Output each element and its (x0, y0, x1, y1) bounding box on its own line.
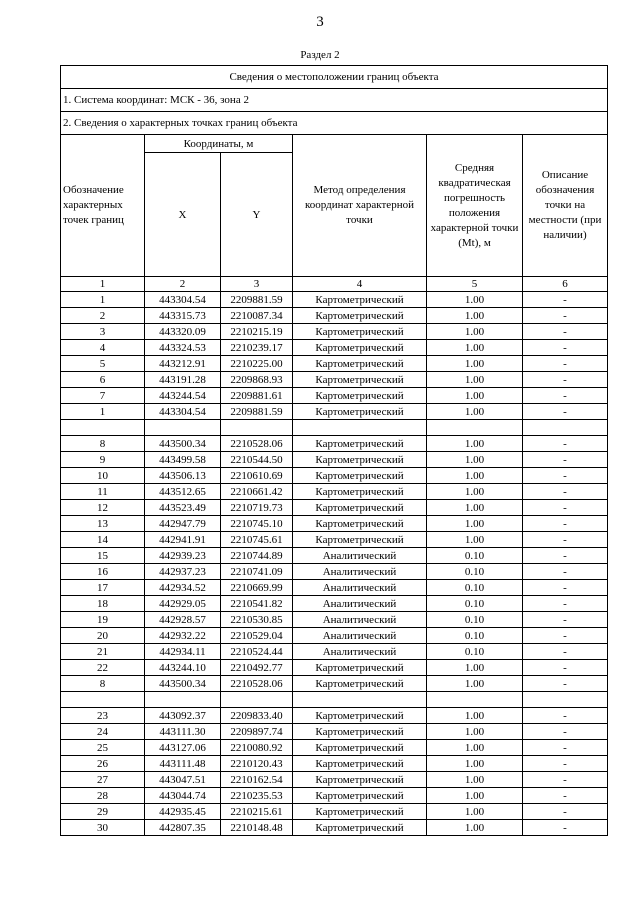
point-number: 3 (61, 324, 145, 340)
header-method: Метод определения координат характерной точки (293, 135, 427, 277)
method: Аналитический (293, 612, 427, 628)
error-value: 0.10 (427, 564, 523, 580)
x-coordinate: 442941.91 (145, 532, 221, 548)
points-heading: 2. Сведения о характерных точках границ объекта (61, 112, 608, 135)
table-title: Сведения о местоположении границ объекта (61, 66, 608, 89)
description: - (523, 324, 608, 340)
y-coordinate: 2209881.59 (221, 292, 293, 308)
point-number: 26 (61, 756, 145, 772)
table-row (61, 436, 608, 452)
point-number: 5 (61, 356, 145, 372)
error-value: 1.00 (427, 788, 523, 804)
x-coordinate: 442947.79 (145, 516, 221, 532)
error-value: 1.00 (427, 756, 523, 772)
x-coordinate: 443111.48 (145, 756, 221, 772)
empty-cell (221, 420, 293, 436)
x-coordinate: 443044.74 (145, 788, 221, 804)
description: - (523, 340, 608, 356)
error-value: 1.00 (427, 356, 523, 372)
error-value: 0.10 (427, 596, 523, 612)
point-number: 16 (61, 564, 145, 580)
method: Картометрический (293, 660, 427, 676)
table-row (61, 596, 608, 612)
point-number: 23 (61, 708, 145, 724)
x-coordinate: 443320.09 (145, 324, 221, 340)
error-value: 1.00 (427, 676, 523, 692)
description: - (523, 404, 608, 420)
column-number: 5 (427, 277, 523, 292)
empty-cell (61, 420, 145, 436)
method: Картометрический (293, 532, 427, 548)
table-row (61, 660, 608, 676)
y-coordinate: 2210528.06 (221, 676, 293, 692)
error-value: 1.00 (427, 708, 523, 724)
header-description: Описание обозначения точки на местности (при наличии) (523, 135, 608, 277)
point-number: 15 (61, 548, 145, 564)
x-coordinate: 443506.13 (145, 468, 221, 484)
x-coordinate: 442807.35 (145, 820, 221, 836)
empty-cell (145, 420, 221, 436)
point-number: 25 (61, 740, 145, 756)
table-row (61, 564, 608, 580)
y-coordinate: 2210492.77 (221, 660, 293, 676)
description: - (523, 532, 608, 548)
point-number: 13 (61, 516, 145, 532)
y-coordinate: 2210087.34 (221, 308, 293, 324)
error-value: 1.00 (427, 372, 523, 388)
point-number: 8 (61, 436, 145, 452)
column-number-row (61, 277, 608, 292)
y-coordinate: 2210215.19 (221, 324, 293, 340)
error-value: 0.10 (427, 580, 523, 596)
y-coordinate: 2210744.89 (221, 548, 293, 564)
point-number: 29 (61, 804, 145, 820)
y-coordinate: 2209881.59 (221, 404, 293, 420)
point-number: 12 (61, 500, 145, 516)
point-number: 1 (61, 292, 145, 308)
x-coordinate: 443324.53 (145, 340, 221, 356)
error-value: 0.10 (427, 612, 523, 628)
description: - (523, 724, 608, 740)
empty-cell (293, 420, 427, 436)
method: Картометрический (293, 484, 427, 500)
x-coordinate: 443244.10 (145, 660, 221, 676)
coordinate-system: 1. Система координат: МСК - 36, зона 2 (61, 89, 608, 112)
error-value: 1.00 (427, 436, 523, 452)
y-coordinate: 2210719.73 (221, 500, 293, 516)
point-number: 19 (61, 612, 145, 628)
method: Картометрический (293, 676, 427, 692)
method: Картометрический (293, 340, 427, 356)
method: Картометрический (293, 724, 427, 740)
method: Картометрический (293, 372, 427, 388)
y-coordinate: 2210524.44 (221, 644, 293, 660)
description: - (523, 788, 608, 804)
y-coordinate: 2210530.85 (221, 612, 293, 628)
point-number: 11 (61, 484, 145, 500)
column-number: 1 (61, 277, 145, 292)
y-coordinate: 2210528.06 (221, 436, 293, 452)
empty-cell (427, 420, 523, 436)
x-coordinate: 443500.34 (145, 436, 221, 452)
method: Картометрический (293, 404, 427, 420)
method: Картометрический (293, 388, 427, 404)
method: Картометрический (293, 740, 427, 756)
x-coordinate: 442929.05 (145, 596, 221, 612)
point-number: 24 (61, 724, 145, 740)
method: Аналитический (293, 644, 427, 660)
table-row (61, 452, 608, 468)
y-coordinate: 2210669.99 (221, 580, 293, 596)
point-number: 27 (61, 772, 145, 788)
empty-cell (523, 692, 608, 708)
y-coordinate: 2210148.48 (221, 820, 293, 836)
error-value: 1.00 (427, 532, 523, 548)
x-coordinate: 443499.58 (145, 452, 221, 468)
point-number: 30 (61, 820, 145, 836)
description: - (523, 804, 608, 820)
table-row (61, 372, 608, 388)
description: - (523, 452, 608, 468)
description: - (523, 820, 608, 836)
description: - (523, 660, 608, 676)
description: - (523, 756, 608, 772)
error-value: 1.00 (427, 484, 523, 500)
method: Картометрический (293, 804, 427, 820)
error-value: 1.00 (427, 500, 523, 516)
description: - (523, 564, 608, 580)
description: - (523, 292, 608, 308)
y-coordinate: 2210544.50 (221, 452, 293, 468)
section-title: Раздел 2 (300, 49, 340, 61)
method: Картометрический (293, 772, 427, 788)
description: - (523, 772, 608, 788)
x-coordinate: 443304.54 (145, 404, 221, 420)
table-row (61, 404, 608, 420)
description: - (523, 628, 608, 644)
x-coordinate: 442934.11 (145, 644, 221, 660)
group-separator-row (61, 420, 608, 436)
y-coordinate: 2210162.54 (221, 772, 293, 788)
table-row (61, 772, 608, 788)
point-number: 2 (61, 308, 145, 324)
x-coordinate: 442934.52 (145, 580, 221, 596)
x-coordinate: 443523.49 (145, 500, 221, 516)
table-row (61, 484, 608, 500)
y-coordinate: 2210120.43 (221, 756, 293, 772)
x-coordinate: 443500.34 (145, 676, 221, 692)
table-row (61, 340, 608, 356)
header-y: Y (221, 153, 293, 277)
y-coordinate: 2210745.61 (221, 532, 293, 548)
point-number: 18 (61, 596, 145, 612)
description: - (523, 388, 608, 404)
y-coordinate: 2210529.04 (221, 628, 293, 644)
error-value: 0.10 (427, 628, 523, 644)
method: Картометрический (293, 356, 427, 372)
error-value: 1.00 (427, 804, 523, 820)
error-value: 1.00 (427, 772, 523, 788)
x-coordinate: 443212.91 (145, 356, 221, 372)
y-coordinate: 2210215.61 (221, 804, 293, 820)
header-error: Средняя квадратическая погрешность положения характерной точки (Mt), м (427, 135, 523, 277)
column-number: 4 (293, 277, 427, 292)
x-coordinate: 443092.37 (145, 708, 221, 724)
error-value: 1.00 (427, 340, 523, 356)
point-number: 17 (61, 580, 145, 596)
empty-cell (293, 692, 427, 708)
y-coordinate: 2210661.42 (221, 484, 293, 500)
method: Картометрический (293, 308, 427, 324)
table-row (61, 388, 608, 404)
column-number: 3 (221, 277, 293, 292)
point-number: 22 (61, 660, 145, 676)
y-coordinate: 2209868.93 (221, 372, 293, 388)
x-coordinate: 443127.06 (145, 740, 221, 756)
method: Картометрический (293, 500, 427, 516)
page-number: 3 (316, 14, 324, 30)
description: - (523, 308, 608, 324)
error-value: 1.00 (427, 404, 523, 420)
x-coordinate: 442928.57 (145, 612, 221, 628)
error-value: 1.00 (427, 740, 523, 756)
column-number: 6 (523, 277, 608, 292)
method: Аналитический (293, 580, 427, 596)
y-coordinate: 2210080.92 (221, 740, 293, 756)
point-number: 4 (61, 340, 145, 356)
description: - (523, 500, 608, 516)
error-value: 1.00 (427, 820, 523, 836)
x-coordinate: 442939.23 (145, 548, 221, 564)
table-row (61, 644, 608, 660)
error-value: 1.00 (427, 724, 523, 740)
table-row (61, 356, 608, 372)
table-row (61, 468, 608, 484)
table-row (61, 580, 608, 596)
description: - (523, 548, 608, 564)
table-row (61, 516, 608, 532)
description: - (523, 676, 608, 692)
error-value: 1.00 (427, 388, 523, 404)
error-value: 1.00 (427, 452, 523, 468)
description: - (523, 372, 608, 388)
x-coordinate: 443191.28 (145, 372, 221, 388)
description: - (523, 596, 608, 612)
table-row (61, 788, 608, 804)
method: Картометрический (293, 436, 427, 452)
x-coordinate: 443304.54 (145, 292, 221, 308)
table-row (61, 324, 608, 340)
table-row (61, 612, 608, 628)
point-number: 28 (61, 788, 145, 804)
point-number: 6 (61, 372, 145, 388)
description: - (523, 468, 608, 484)
description: - (523, 436, 608, 452)
method: Картометрический (293, 452, 427, 468)
y-coordinate: 2209881.61 (221, 388, 293, 404)
description: - (523, 356, 608, 372)
table-row (61, 708, 608, 724)
group-separator-row (61, 692, 608, 708)
y-coordinate: 2209833.40 (221, 708, 293, 724)
error-value: 1.00 (427, 308, 523, 324)
description: - (523, 644, 608, 660)
boundary-points-table (60, 65, 608, 836)
table-row (61, 820, 608, 836)
point-number: 8 (61, 676, 145, 692)
error-value: 1.00 (427, 660, 523, 676)
description: - (523, 708, 608, 724)
y-coordinate: 2210541.82 (221, 596, 293, 612)
error-value: 1.00 (427, 292, 523, 308)
y-coordinate: 2210235.53 (221, 788, 293, 804)
point-number: 20 (61, 628, 145, 644)
x-coordinate: 443512.65 (145, 484, 221, 500)
empty-cell (427, 692, 523, 708)
x-coordinate: 443244.54 (145, 388, 221, 404)
table-row (61, 548, 608, 564)
method: Аналитический (293, 596, 427, 612)
column-number: 2 (145, 277, 221, 292)
table-row (61, 308, 608, 324)
y-coordinate: 2209897.74 (221, 724, 293, 740)
y-coordinate: 2210741.09 (221, 564, 293, 580)
method: Картометрический (293, 468, 427, 484)
table-row (61, 628, 608, 644)
error-value: 1.00 (427, 516, 523, 532)
description: - (523, 484, 608, 500)
point-number: 10 (61, 468, 145, 484)
x-coordinate: 443047.51 (145, 772, 221, 788)
y-coordinate: 2210225.00 (221, 356, 293, 372)
header-x: X (145, 153, 221, 277)
x-coordinate: 442935.45 (145, 804, 221, 820)
error-value: 0.10 (427, 644, 523, 660)
method: Картометрический (293, 788, 427, 804)
empty-cell (61, 692, 145, 708)
method: Картометрический (293, 292, 427, 308)
method: Аналитический (293, 628, 427, 644)
error-value: 1.00 (427, 468, 523, 484)
table-row (61, 676, 608, 692)
method: Картометрический (293, 708, 427, 724)
method: Аналитический (293, 548, 427, 564)
y-coordinate: 2210745.10 (221, 516, 293, 532)
error-value: 0.10 (427, 548, 523, 564)
point-number: 1 (61, 404, 145, 420)
header-coordinates: Координаты, м (145, 135, 293, 153)
method: Картометрический (293, 756, 427, 772)
x-coordinate: 443315.73 (145, 308, 221, 324)
x-coordinate: 443111.30 (145, 724, 221, 740)
header-point-designation: Обозначение характерных точек границ (61, 135, 145, 277)
method: Картометрический (293, 820, 427, 836)
description: - (523, 580, 608, 596)
x-coordinate: 442937.23 (145, 564, 221, 580)
method: Картометрический (293, 324, 427, 340)
point-number: 21 (61, 644, 145, 660)
table-row (61, 500, 608, 516)
description: - (523, 740, 608, 756)
method: Картометрический (293, 516, 427, 532)
table-row (61, 724, 608, 740)
point-number: 9 (61, 452, 145, 468)
y-coordinate: 2210239.17 (221, 340, 293, 356)
description: - (523, 516, 608, 532)
method: Аналитический (293, 564, 427, 580)
table-row (61, 756, 608, 772)
description: - (523, 612, 608, 628)
table-row (61, 292, 608, 308)
table-row (61, 740, 608, 756)
empty-cell (221, 692, 293, 708)
empty-cell (523, 420, 608, 436)
table-row (61, 532, 608, 548)
y-coordinate: 2210610.69 (221, 468, 293, 484)
empty-cell (145, 692, 221, 708)
table-row (61, 804, 608, 820)
x-coordinate: 442932.22 (145, 628, 221, 644)
error-value: 1.00 (427, 324, 523, 340)
point-number: 14 (61, 532, 145, 548)
point-number: 7 (61, 388, 145, 404)
